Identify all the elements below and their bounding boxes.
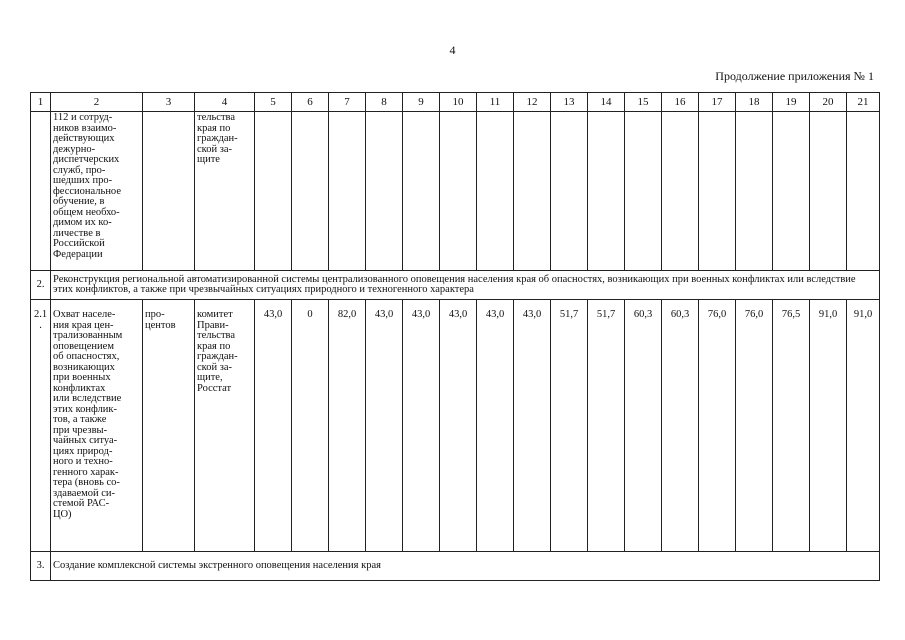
value-cell: 0 xyxy=(292,300,329,552)
value-cell: 51,7 xyxy=(551,300,588,552)
value-cell xyxy=(588,112,625,271)
value-cell xyxy=(625,112,662,271)
column-number: 10 xyxy=(440,93,477,112)
column-number: 18 xyxy=(736,93,773,112)
column-number: 9 xyxy=(403,93,440,112)
value-cell: 43,0 xyxy=(514,300,551,552)
column-number: 14 xyxy=(588,93,625,112)
column-number: 21 xyxy=(847,93,880,112)
value-cell: 43,0 xyxy=(403,300,440,552)
value-cell: 43,0 xyxy=(440,300,477,552)
row-number-cell xyxy=(31,112,51,271)
responsible-cell xyxy=(195,300,255,552)
value-cell: 76,0 xyxy=(699,300,736,552)
value-cell: 91,0 xyxy=(847,300,880,552)
value-cell: 91,0 xyxy=(810,300,847,552)
column-number: 13 xyxy=(551,93,588,112)
column-number: 11 xyxy=(477,93,514,112)
indicator-name-cell xyxy=(51,300,143,552)
value-cell xyxy=(810,112,847,271)
table-row-continued xyxy=(31,112,880,271)
responsible-text: комитет Прави- тельства края по граждан- ской за- щите, Росстат xyxy=(197,309,238,394)
column-number: 8 xyxy=(366,93,403,112)
unit-text: про- центов xyxy=(145,309,176,331)
value-cell xyxy=(292,112,329,271)
column-number: 20 xyxy=(810,93,847,112)
row-number-cell: 2.1. xyxy=(31,300,51,552)
table-row-2-1 xyxy=(31,300,880,552)
value-cell xyxy=(662,112,699,271)
value-cell: 82,0 xyxy=(329,300,366,552)
value-cell xyxy=(773,112,810,271)
value-cell xyxy=(699,112,736,271)
page-number: 4 xyxy=(449,43,456,57)
section-title: Создание комплексной системы экстренного оповещения населения края xyxy=(51,552,880,581)
value-cell xyxy=(477,112,514,271)
indicator-name-text: 112 и сотруд- ников взаимо- действующих дежурно- диспетчерских служб, про- шедших про- фессиональное обучение, в общем необхо- димом их ко- личестве в Российской Федерации xyxy=(53,112,121,260)
section-title: Реконструкция региональной автоматизированной системы централизованного оповещения населения края об опасностях, возникающих при военных конфликтах или вследствие этих конфликтов, а также при чрезвычайных ситуациях природного и техногенного характера xyxy=(51,271,880,300)
indicators-table xyxy=(30,92,880,581)
responsible-text: тельства края по граждан- ской за- щите xyxy=(197,112,238,165)
section-number: 3. xyxy=(31,552,51,581)
section-number: 2. xyxy=(31,271,51,300)
column-number: 17 xyxy=(699,93,736,112)
section-row-2 xyxy=(31,271,880,300)
value-cell xyxy=(403,112,440,271)
section-row-3 xyxy=(31,552,880,581)
value-cell xyxy=(366,112,403,271)
unit-cell xyxy=(143,112,195,271)
continuation-label: Продолжение приложения № 1 xyxy=(715,69,874,83)
column-number: 16 xyxy=(662,93,699,112)
indicator-name-cell xyxy=(51,112,143,271)
value-cell: 43,0 xyxy=(366,300,403,552)
value-cell xyxy=(847,112,880,271)
column-number: 12 xyxy=(514,93,551,112)
value-cell: 60,3 xyxy=(625,300,662,552)
column-number: 5 xyxy=(255,93,292,112)
column-number: 3 xyxy=(143,93,195,112)
column-number: 1 xyxy=(31,93,51,112)
responsible-cell xyxy=(195,112,255,271)
column-number: 6 xyxy=(292,93,329,112)
value-cell xyxy=(736,112,773,271)
column-number: 2 xyxy=(51,93,143,112)
value-cell xyxy=(255,112,292,271)
column-number: 19 xyxy=(773,93,810,112)
value-cell xyxy=(551,112,588,271)
column-number-row xyxy=(31,93,880,112)
value-cell xyxy=(329,112,366,271)
value-cell: 60,3 xyxy=(662,300,699,552)
column-number: 7 xyxy=(329,93,366,112)
column-number: 4 xyxy=(195,93,255,112)
value-cell: 76,5 xyxy=(773,300,810,552)
value-cell xyxy=(440,112,477,271)
value-cell: 43,0 xyxy=(477,300,514,552)
unit-cell xyxy=(143,300,195,552)
value-cell: 76,0 xyxy=(736,300,773,552)
value-cell xyxy=(514,112,551,271)
indicator-name-text: Охват населе- ния края цен- трализованным оповещением об опасностях, возникающих при военных конфликтах или вследствие этих конфлик- тов, а также при чрезвы- чайных ситуа- циях природ- ного и техно- генного харак- тера (вновь со- здаваемой си- стемой РАС- ЦО) xyxy=(53,309,123,520)
value-cell: 51,7 xyxy=(588,300,625,552)
column-number: 15 xyxy=(625,93,662,112)
value-cell: 43,0 xyxy=(255,300,292,552)
